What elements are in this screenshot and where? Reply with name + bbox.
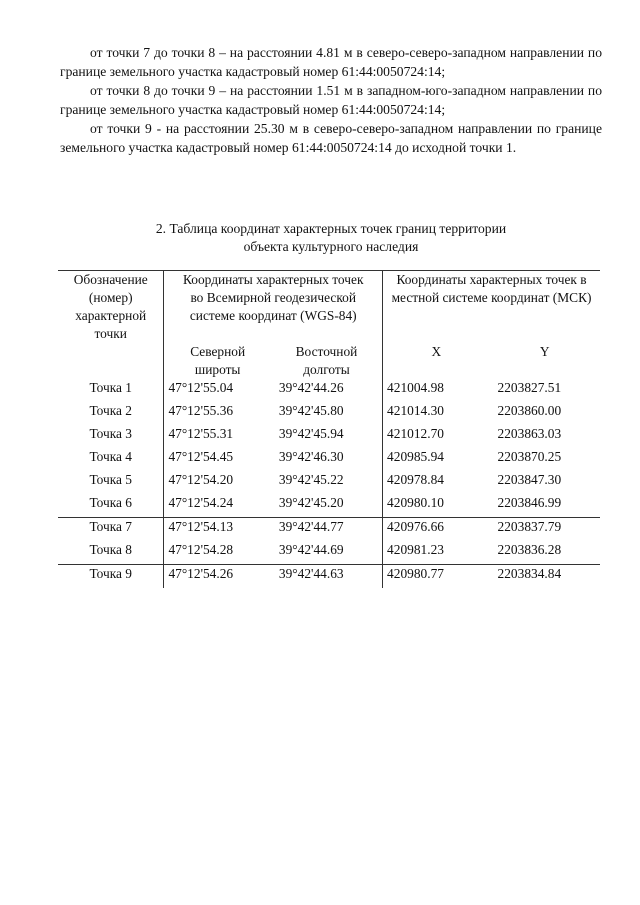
- header-latitude: Северной широты: [164, 343, 271, 379]
- paragraph: от точки 8 до точки 9 – на расстоянии 1.51 м в западном-юго-западном направлении по границе земельного участка кадастровый номер 61:44:0050724:14;: [60, 83, 602, 117]
- paragraph: от точки 9 - на расстоянии 25.30 м в северо-северо-западном направлении по границе земельного участка кадастровый номер 61:44:0050724:14 до исходной точки 1.: [60, 121, 602, 155]
- header-wgs84: Координаты характерных точек во Всемирной геодезической системе координат (WGS-84): [164, 271, 383, 344]
- table-row: Точка 1 47°12'55.04 39°42'44.26 421004.98 2203827.51: [58, 379, 600, 402]
- table-row: Точка 7 47°12'54.13 39°42'44.77 420976.66 2203837.79: [58, 518, 600, 542]
- table-row: Точка 2 47°12'55.36 39°42'45.80 421014.30 2203860.00: [58, 402, 600, 425]
- table-row: Точка 4 47°12'54.45 39°42'46.30 420985.94 2203870.25: [58, 448, 600, 471]
- table-subheader-row: [58, 343, 600, 379]
- header-y: Y: [539, 344, 550, 359]
- header-msk: Координаты характерных точек в местной системе координат (МСК): [383, 271, 600, 344]
- table-row: Точка 3 47°12'55.31 39°42'45.94 421012.70 2203863.03: [58, 425, 600, 448]
- table-header-row: [58, 271, 600, 344]
- header-point-name: Обозначение (номер) характерной точки: [73, 272, 148, 341]
- boundary-description: [60, 43, 602, 157]
- table-row: Точка 6 47°12'54.24 39°42'45.20 420980.10 2203846.99: [58, 494, 600, 518]
- table-row: Точка 5 47°12'54.20 39°42'45.22 420978.84 2203847.30: [58, 471, 600, 494]
- paragraph: от точки 7 до точки 8 – на расстоянии 4.81 м в северо-северо-западном направлении по границе земельного участка кадастровый номер 61:44:0050724:14;: [60, 45, 602, 79]
- table-row: Точка 8 47°12'54.28 39°42'44.69 420981.23 2203836.28: [58, 541, 600, 565]
- table-title-line-2: объекта культурного наследия: [243, 239, 419, 254]
- coordinates-table: [58, 270, 600, 588]
- table-row: Точка 9 47°12'54.26 39°42'44.63 420980.77 2203834.84: [58, 565, 600, 589]
- table-title: [60, 220, 602, 256]
- table-title-line-1: 2. Таблица координат характерных точек границ территории: [155, 221, 507, 236]
- header-x: X: [383, 343, 490, 379]
- header-longitude: Восточной долготы: [295, 344, 358, 377]
